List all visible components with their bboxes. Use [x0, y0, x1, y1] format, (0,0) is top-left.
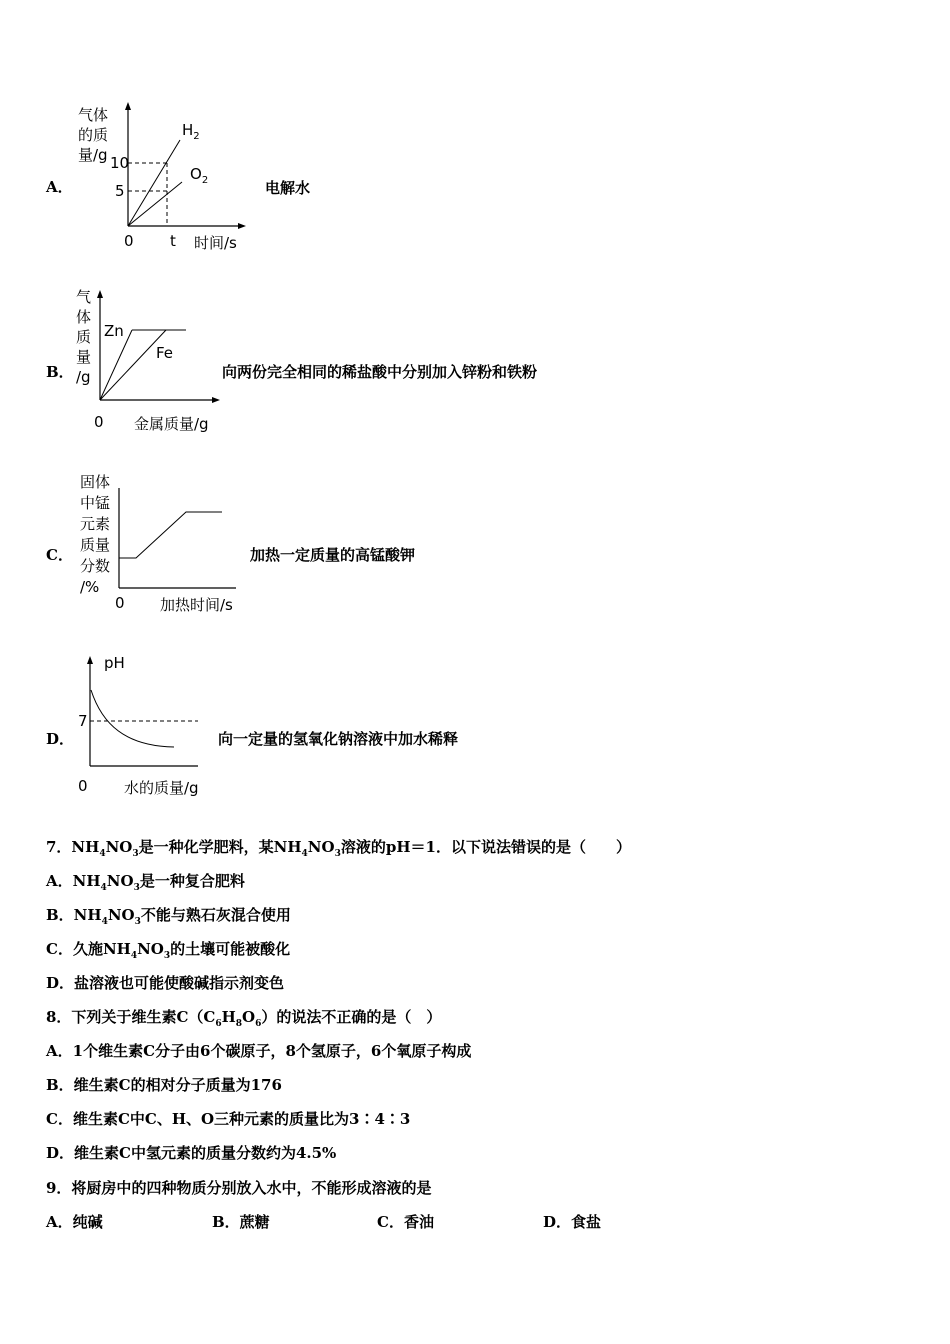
graph-a-h2-label: $H_2$: [182, 121, 200, 142]
q7-option-a: A．$NH_4NO_3$是一种复合肥料: [46, 872, 245, 893]
graph-b-ylabel-5: /g: [76, 368, 91, 386]
graph-d-y-arrow: [87, 656, 93, 664]
graph-a-tick-5: 5: [115, 182, 125, 200]
graph-c: [74, 470, 249, 618]
graph-a-h2-line: [128, 140, 180, 226]
q9-option-d: D．食盐: [543, 1213, 602, 1231]
option-c-caption: 加热一定质量的高锰酸钾: [250, 546, 416, 564]
graph-d-tick-7: 7: [78, 712, 88, 730]
graph-b-ylabel-4: 量: [76, 348, 92, 366]
graph-a-t: t: [170, 232, 176, 250]
q7-option-c: C．久施$NH_4NO_3$的土壤可能被酸化: [46, 940, 291, 961]
graph-b-fe-label: Fe: [156, 344, 174, 362]
q9-option-b: B．蔗糖: [212, 1213, 270, 1231]
graph-a-ylabel-3: 量/g: [78, 146, 108, 164]
option-b-caption: 向两份完全相同的稀盐酸中分别加入锌粉和铁粉: [222, 363, 538, 381]
graph-a-x-arrow: [238, 223, 246, 229]
graph-d-xlabel: 水的质量/g: [124, 779, 199, 797]
graph-a-tick-10: 10: [110, 154, 130, 172]
graph-b-xlabel: 金属质量/g: [134, 415, 209, 433]
graph-c-ylabel-1: 固体: [80, 473, 111, 491]
graph-c-origin: 0: [115, 594, 125, 612]
graph-b-zn-line: [100, 330, 132, 400]
graph-c-ylabel-3: 元素: [80, 515, 111, 533]
q7-option-b: B．$NH_4NO_3$不能与熟石灰混合使用: [46, 906, 291, 927]
q8-option-d: D．维生素C中氢元素的质量分数约为4.5%: [46, 1144, 337, 1162]
graph-b-ylabel-1: 气: [76, 288, 92, 306]
graph-b-ylabel-3: 质: [76, 328, 92, 346]
graph-d-ylabel: pH: [104, 654, 125, 672]
q7-option-d: D．盐溶液也可能使酸碱指示剂变色: [46, 974, 285, 992]
graph-b-ylabel-2: 体: [76, 308, 92, 326]
graph-a-o2-label: $O_2$: [190, 165, 209, 186]
graph-a-o2-line: [128, 182, 182, 226]
graph-b-y-arrow: [97, 290, 103, 298]
graph-c-ylabel-5: 分数: [80, 557, 111, 575]
q8-option-c: C．维生素C中C、H、O三种元素的质量比为3∶4∶3: [46, 1110, 411, 1128]
graph-b-zn-label: Zn: [104, 322, 124, 340]
option-c-label: C．: [46, 546, 73, 564]
graph-b-x-arrow: [212, 397, 220, 403]
q9-option-c: C．香油: [377, 1213, 434, 1231]
graph-b-fe-line: [100, 330, 166, 400]
graph-a-ylabel-1: 气体: [78, 106, 109, 124]
graph-a: [70, 98, 270, 258]
graph-a-y-arrow: [125, 102, 131, 110]
graph-c-xlabel: 加热时间/s: [160, 596, 233, 614]
graph-c-ylabel-2: 中锰: [80, 494, 111, 512]
option-a-caption: 电解水: [265, 179, 311, 197]
option-a-label: A．: [46, 178, 73, 196]
graph-a-xlabel: 时间/s: [194, 234, 237, 252]
q8-option-a: A．1个维生素C分子由6个碳原子，8个氢原子，6个氧原子构成: [46, 1042, 472, 1060]
graph-c-ylabel-6: /%: [80, 578, 100, 596]
graph-b-origin: 0: [94, 413, 104, 431]
graph-d-curve: [91, 690, 174, 747]
graph-a-origin: 0: [124, 232, 134, 250]
option-b-label: B．: [46, 363, 74, 381]
graph-a-ylabel-2: 的质: [78, 126, 109, 144]
graph-c-line: [119, 512, 222, 558]
graph-d: [70, 648, 220, 800]
q8-stem: 8．下列关于维生素$C(C_6H_8O_6)$的说法不正确的是（ ）: [46, 1008, 442, 1029]
graph-d-origin: 0: [78, 777, 88, 795]
q7-stem: 7．$NH_4NO_3$是一种化学肥料，某$NH_4NO_3$溶液的pH＝1．以下说法错误的是（ ）: [46, 838, 631, 859]
option-d-caption: 向一定量的氢氧化钠溶液中加水稀释: [218, 730, 459, 748]
q9-stem: 9．将厨房中的四种物质分别放入水中，不能形成溶液的是: [46, 1179, 432, 1197]
q9-option-a: A．纯碱: [46, 1213, 103, 1231]
graph-b: [70, 284, 230, 439]
graph-c-ylabel-4: 质量: [80, 536, 111, 554]
q8-option-b: B．维生素C的相对分子质量为176: [46, 1076, 282, 1094]
option-d-label: D．: [46, 730, 75, 748]
